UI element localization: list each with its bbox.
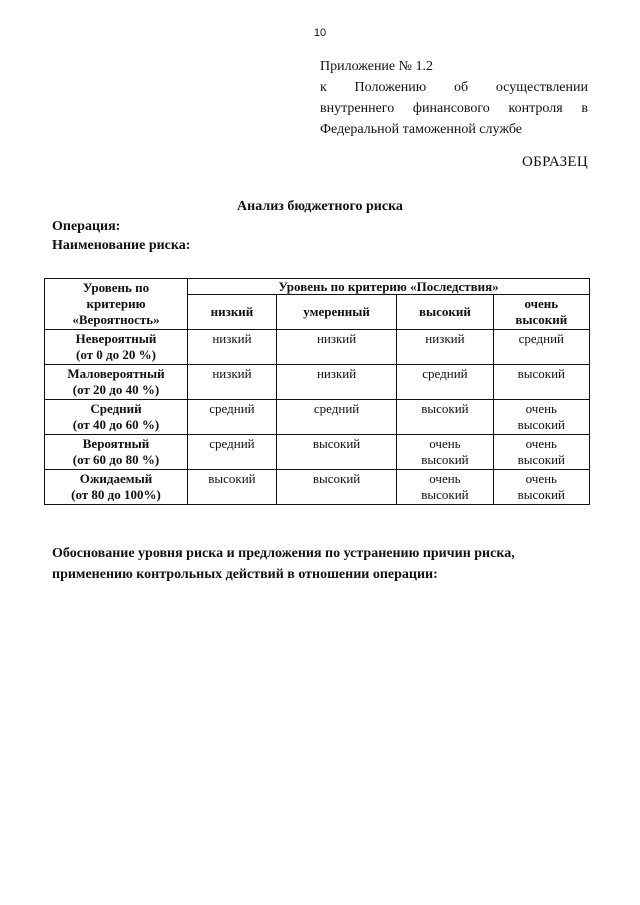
row-header-text: Невероятный (75, 331, 157, 346)
table-row (45, 470, 590, 505)
reasoning-line-2: применению контрольных действий в отношении операции: (52, 567, 438, 582)
appendix-line-2: к Положению об осуществлении (320, 80, 588, 95)
appendix-line-3: внутреннего финансового контроля в (320, 101, 588, 116)
column-header-text: умеренный (303, 304, 370, 319)
column-header-text: высокий (515, 312, 568, 327)
cell-text: высокий (517, 452, 565, 467)
column-header-moderate (276, 295, 396, 330)
row-header-text: Вероятный (82, 436, 150, 451)
cell-text: высокий (517, 366, 565, 381)
table-cell (276, 330, 396, 365)
row-header (45, 330, 188, 365)
row-header-text: (от 20 до 40 %) (72, 382, 160, 397)
row-header-text: (от 0 до 20 %) (76, 347, 156, 362)
row-header (45, 435, 188, 470)
table-cell (188, 400, 277, 435)
table-cell (493, 470, 589, 505)
cell-text: высокий (421, 401, 469, 416)
cell-text: высокий (517, 417, 565, 432)
table-cell (188, 435, 277, 470)
table-cell (188, 365, 277, 400)
table-cell (493, 365, 589, 400)
row-header (45, 470, 188, 505)
header-line: Уровень по (82, 280, 150, 295)
cell-text: очень (525, 436, 557, 451)
cell-text: высокий (312, 436, 361, 451)
risk-name-label: Наименование риска: (52, 238, 191, 253)
table-header-row (45, 279, 590, 295)
document-title: Анализ бюджетного риска (237, 199, 403, 214)
cell-text: низкий (316, 366, 357, 381)
column-header-text: низкий (210, 304, 254, 319)
table-cell (276, 400, 396, 435)
table-cell (397, 470, 493, 505)
cell-text: высокий (208, 471, 256, 486)
table-cell (188, 470, 277, 505)
table-cell (397, 400, 493, 435)
header-line: «Вероятность» (72, 312, 160, 327)
table-cell (188, 330, 277, 365)
row-header-text: Ожидаемый (79, 471, 153, 486)
cell-text: низкий (212, 331, 252, 346)
cell-text: низкий (212, 366, 252, 381)
cell-text: средний (422, 366, 468, 381)
table-cell (397, 330, 493, 365)
cell-text: средний (209, 436, 255, 451)
risk-matrix-table (44, 278, 590, 505)
reasoning-section (52, 543, 592, 585)
operation-label: Операция: (52, 219, 121, 234)
row-header-text: (от 80 до 100%) (71, 487, 161, 502)
cell-text: очень (525, 401, 557, 416)
reasoning-line-1: Обоснование уровня риска и предложения по устранению причин риска, (52, 546, 515, 561)
cell-text: низкий (425, 331, 465, 346)
table-cell (276, 365, 396, 400)
probability-header (45, 279, 188, 330)
table-row (45, 400, 590, 435)
appendix-header (320, 56, 588, 140)
cell-text: высокий (421, 487, 469, 502)
row-header-text: (от 40 до 60 %) (72, 417, 160, 432)
consequences-header: Уровень по критерию «Последствия» (188, 279, 590, 295)
column-header-text: высокий (418, 304, 471, 319)
appendix-line-1: Приложение № 1.2 (320, 59, 433, 74)
table-cell (493, 435, 589, 470)
column-header-low (188, 295, 277, 330)
table-cell (397, 435, 493, 470)
row-header (45, 400, 188, 435)
table-cell (397, 365, 493, 400)
cell-text: очень (525, 471, 557, 486)
column-header-text: очень (524, 296, 559, 311)
cell-text: очень (429, 436, 461, 451)
table-row (45, 435, 590, 470)
table-cell (276, 470, 396, 505)
row-header-text: Маловероятный (67, 366, 165, 381)
column-header-high (397, 295, 493, 330)
sample-label: ОБРАЗЕЦ (522, 154, 588, 170)
table-row (45, 365, 590, 400)
table-cell (493, 400, 589, 435)
table-cell (493, 330, 589, 365)
cell-text: высокий (312, 471, 361, 486)
appendix-line-4: Федеральной таможенной службе (320, 122, 522, 137)
cell-text: средний (518, 331, 564, 346)
header-line: критерию (86, 296, 146, 311)
table-cell (276, 435, 396, 470)
column-header-very-high (493, 295, 589, 330)
cell-text: средний (209, 401, 255, 416)
row-header (45, 365, 188, 400)
cell-text: очень (429, 471, 461, 486)
cell-text: средний (313, 401, 360, 416)
row-header-text: Средний (90, 401, 142, 416)
cell-text: высокий (517, 487, 565, 502)
row-header-text: (от 60 до 80 %) (72, 452, 160, 467)
cell-text: высокий (421, 452, 469, 467)
cell-text: низкий (316, 331, 357, 346)
table-row (45, 330, 590, 365)
page-number: 10 (313, 27, 327, 39)
